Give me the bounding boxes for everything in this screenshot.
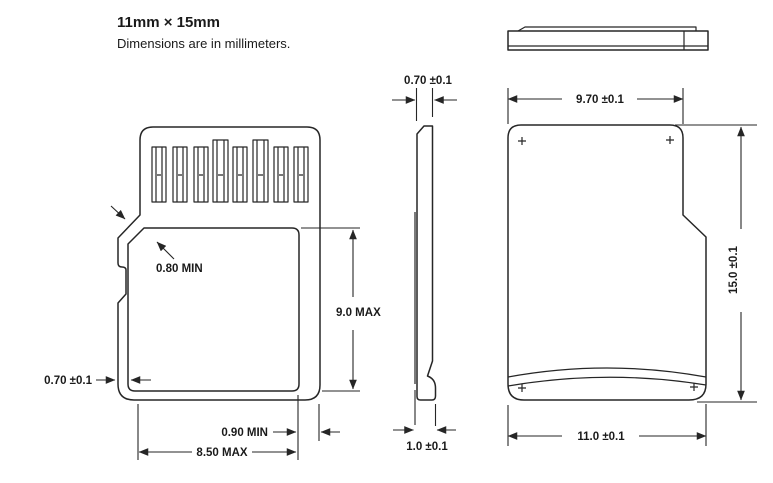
front-dimensions [44, 206, 381, 460]
back-card-outline [508, 125, 706, 400]
front-view [118, 127, 320, 400]
side-dimensions [392, 75, 457, 453]
inner-chamfer-pointer-arrow [157, 242, 174, 259]
side-view [415, 126, 436, 400]
back-bottom-ridge-arcs [508, 368, 706, 386]
back-extension-lines [508, 88, 757, 446]
outer-chamfer-pointer-arrow [111, 206, 125, 219]
dim-window-height-label: 9.0 MAX [336, 307, 381, 319]
dim-height-label: 15.0 ±0.1 [728, 246, 740, 294]
back-dimensions [508, 88, 757, 446]
top-edge-body [508, 31, 708, 50]
alignment-cross-marks [518, 136, 698, 392]
dim-top-thickness-label: 0.70 ±0.1 [404, 75, 452, 87]
page-title: 11mm × 15mm [117, 14, 220, 31]
dim-contact-max-label: 8.50 MAX [196, 447, 248, 459]
dim-contact-min-label: 0.90 MIN [221, 427, 268, 439]
back-view [508, 125, 706, 400]
side-profile-outline [417, 126, 436, 400]
front-pins [152, 140, 308, 202]
dim-bottom-width-label: 11.0 ±0.1 [577, 431, 625, 443]
dim-base-thickness-label: 1.0 ±0.1 [406, 441, 448, 453]
front-contact-window [128, 228, 299, 391]
front-card-outline [118, 127, 320, 400]
dim-notch-label: 0.70 ±0.1 [44, 375, 92, 387]
dim-chamfer-label: 0.80 MIN [156, 263, 203, 275]
top-edge-view [508, 27, 708, 50]
dim-top-width-label: 9.70 ±0.1 [576, 94, 624, 106]
page-subtitle: Dimensions are in millimeters. [117, 36, 291, 51]
